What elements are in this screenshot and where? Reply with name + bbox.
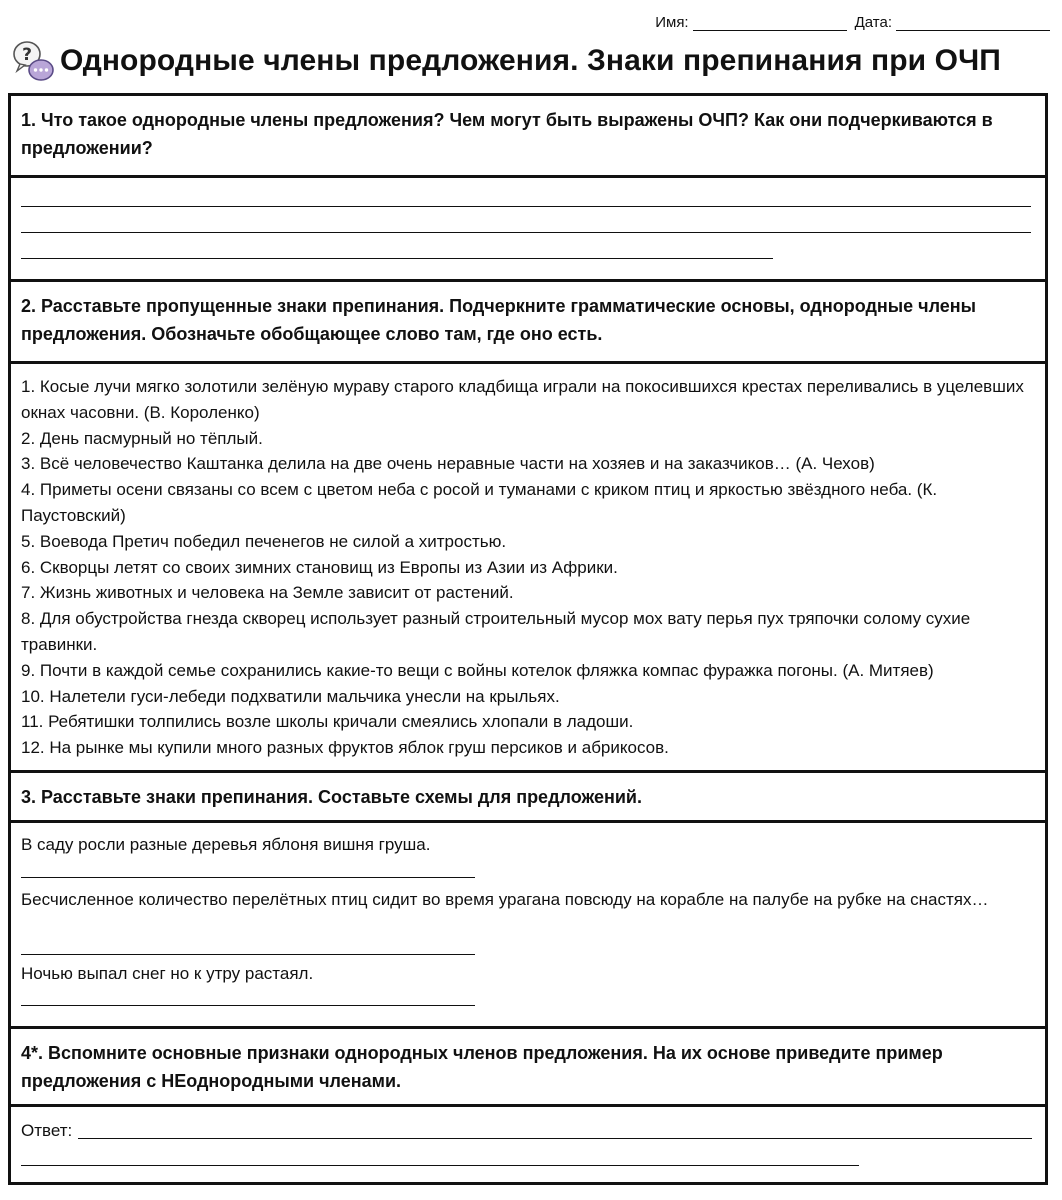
task-4-question-text: 4*. Вспомните основные признаки однородных членов предложения. На их основе приведите пример предложения с НЕоднородными членами. bbox=[21, 1043, 943, 1091]
answer-line[interactable] bbox=[21, 206, 1031, 207]
sentence-item: 10. Налетели гуси-лебеди подхватили мальчика унесли на крыльях. bbox=[21, 686, 560, 706]
question-chat-icon bbox=[10, 38, 56, 84]
title-row bbox=[10, 38, 1001, 84]
answer-line[interactable] bbox=[21, 258, 773, 259]
task-4-answer bbox=[11, 1107, 1045, 1182]
sentence-item: 9. Почти в каждой семье сохранились какие-то вещи с войны котелок фляжка компас фуражка погоны. (А. Митяев) bbox=[21, 660, 934, 680]
scheme-line[interactable] bbox=[21, 877, 475, 878]
task-1-question-text: 1. Что такое однородные члены предложения? Чем могут быть выражены ОЧП? Как они подчеркиваются в предложении? bbox=[21, 110, 993, 158]
answer-label: Ответ: bbox=[21, 1121, 73, 1140]
task-1-answer bbox=[11, 178, 1045, 282]
task-4-question bbox=[11, 1029, 1045, 1107]
sentence-item: 7. Жизнь животных и человека на Земле зависит от растений. bbox=[21, 583, 514, 603]
svg-text:?: ? bbox=[22, 45, 32, 65]
sentence-item: 5. Воевода Претич победил печенегов не силой а хитростью. bbox=[21, 531, 507, 551]
scheme-line[interactable] bbox=[21, 954, 475, 955]
task-2-question bbox=[11, 282, 1045, 364]
page-title: Однородные члены предложения. Знаки препинания при ОЧП bbox=[60, 44, 1001, 77]
name-date-header bbox=[655, 14, 1050, 31]
task-2-question-text: 2. Расставьте пропущенные знаки препинания. Подчеркните грамматические основы, однородные члены предложения. Обозначьте обобщающее слово там, где оно есть. bbox=[21, 296, 977, 344]
sentence-item: 11. Ребятишки толпились возле школы кричали смеялись хлопали в ладоши. bbox=[21, 712, 634, 732]
sentence-item: 8. Для обустройства гнезда скворец использует разный строительный мусор мох вату перья пух тряпочки солому сухие травинки. bbox=[21, 609, 971, 654]
scheme-line[interactable] bbox=[21, 1005, 475, 1006]
task-3-question-text: 3. Расставьте знаки препинания. Составьте схемы для предложений. bbox=[21, 787, 642, 807]
sentence-item: 1. Косые лучи мягко золотили зелёную мураву старого кладбища играли на покосившихся крестах переливались в уцелевших окнах часовни. (В. Короленко) bbox=[21, 377, 1024, 422]
sentence: Ночью выпал снег но к утру растаял. bbox=[21, 964, 314, 983]
sentence-item: 2. День пасмурный но тёплый. bbox=[21, 428, 263, 448]
sentence-item: 12. На рынке мы купили много разных фруктов яблок груш персиков и абрикосов. bbox=[21, 738, 669, 758]
task-1-question bbox=[11, 96, 1045, 178]
date-label: Дата: bbox=[854, 14, 892, 31]
answer-line[interactable] bbox=[78, 1138, 1032, 1139]
task-3-question bbox=[11, 773, 1045, 823]
worksheet bbox=[8, 93, 1048, 1185]
sentence-item: 4. Приметы осени связаны со всем с цветом неба с росой и туманами с криком птиц и яркостью звёздного неба. (К. Паустовский) bbox=[21, 480, 938, 525]
task-3-answer bbox=[11, 823, 1045, 1029]
sentence-item: 3. Всё человечество Каштанка делила на две очень неравные части на хозяев и на заказчиков… (А. Чехов) bbox=[21, 454, 875, 474]
sentence: В саду росли разные деревья яблоня вишня груша. bbox=[21, 835, 431, 854]
task-2-items bbox=[11, 364, 1045, 773]
name-label: Имя: bbox=[655, 14, 689, 31]
sentence: Бесчисленное количество перелётных птиц сидит во время урагана повсюду на корабле на палубе на рубке на снастях… bbox=[21, 890, 989, 909]
sentence-item: 6. Скворцы летят со своих зимних становищ из Европы из Азии из Африки. bbox=[21, 557, 618, 577]
answer-line[interactable] bbox=[21, 1165, 859, 1166]
date-field[interactable] bbox=[896, 18, 1050, 31]
answer-line[interactable] bbox=[21, 232, 1031, 233]
name-field[interactable] bbox=[693, 18, 847, 31]
